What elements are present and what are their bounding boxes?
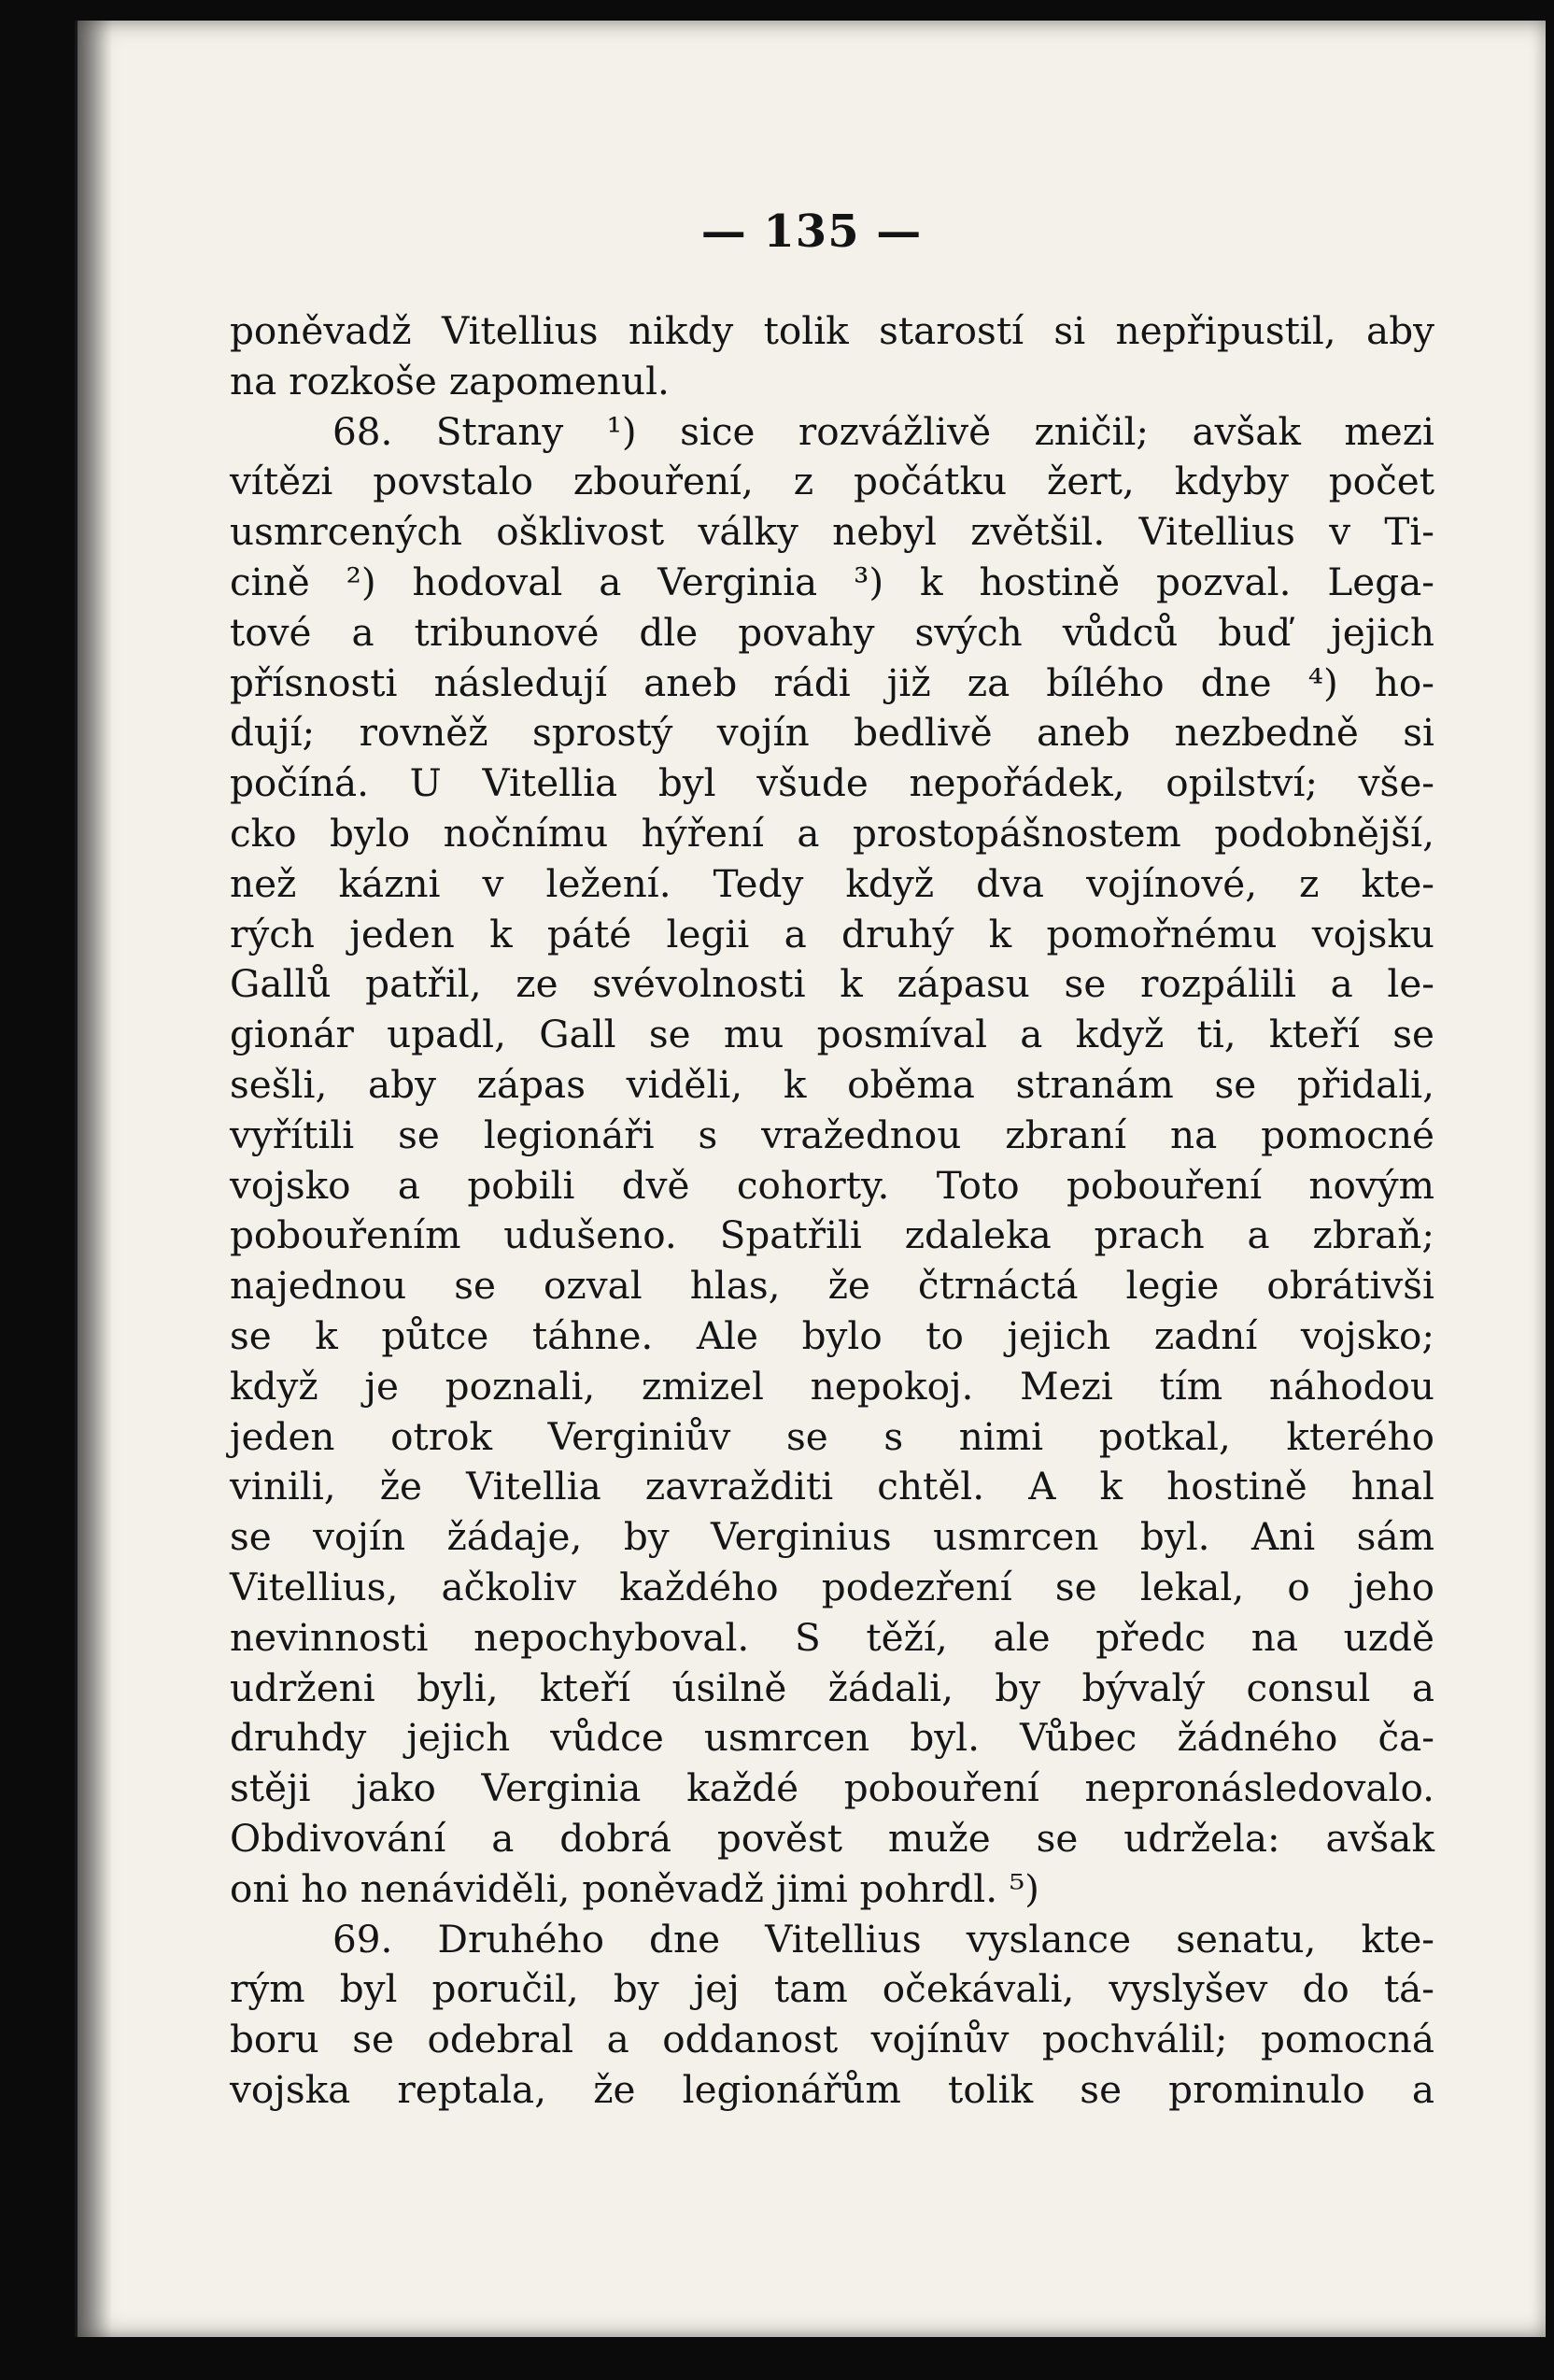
text-line: cině ²) hodoval a Verginia ³) k hostině pozval. Lega- <box>230 559 1434 604</box>
text-line: vinili, že Vitellia zavražditi chtěl. A k hostině hnal <box>230 1464 1434 1509</box>
text-line: vítězi povstalo zbouření, z počátku žert, kdyby počet <box>230 459 1434 504</box>
text-line: Gallů patřil, ze svévolnosti k zápasu se rozpálili a le- <box>230 961 1434 1007</box>
text-line: 69. Druhého dne Vitellius vyslance senatu, kte- <box>332 1916 1434 1962</box>
text-line: počíná. U Vitellia byl všude nepořádek, opilství; vše- <box>230 760 1434 806</box>
text-line: Obdivování a dobrá pověst muže se udržela: avšak <box>230 1815 1434 1861</box>
text-line: usmrcených ošklivost války nebyl zvětšil. Vitellius v Ti- <box>230 509 1434 555</box>
text-line: poněvadž Vitellius nikdy tolik starostí si nepřipustil, aby <box>230 308 1434 353</box>
text-line: pobouřením udušeno. Spatřili zdaleka prach a zbraň; <box>230 1212 1434 1258</box>
text-line: boru se odebral a oddanost vojínův pochválil; pomocná <box>230 2017 1434 2062</box>
text-line: Vitellius, ačkoliv každého podezření se lekal, o jeho <box>230 1564 1434 1609</box>
text-line: když je poznali, zmizel nepokoj. Mezi tím náhodou <box>230 1363 1434 1409</box>
text-line: gionár upadl, Gall se mu posmíval a když ti, kteří se <box>230 1012 1434 1057</box>
text-line: vojska reptala, že legionářům tolik se prominulo a <box>230 2066 1434 2112</box>
page-number: — 135 — <box>700 205 923 258</box>
text-line: 68. Strany ¹) sice rozvážlivě zničil; avšak mezi <box>332 408 1434 454</box>
page-paper <box>75 21 1546 2337</box>
text-line: přísnosti následují aneb rádi již za bílého dne ⁴) ho- <box>230 659 1434 705</box>
text-line: sešli, aby zápas viděli, k oběma stranám se přidali, <box>230 1061 1434 1107</box>
text-line: nevinnosti nepochyboval. S těží, ale předc na uzdě <box>230 1614 1434 1660</box>
text-line: rým byl poručil, by jej tam očekávali, vyslyšev do tá- <box>230 1966 1434 2012</box>
text-line: rých jeden k páté legii a druhý k pomořnému vojsku <box>230 911 1434 956</box>
text-line: oni ho nenáviděli, poněvadž jimi pohrdl. ⁵) <box>230 1865 1039 1911</box>
text-line: na rozkoše zapomenul. <box>230 358 670 404</box>
text-line: udrženi byli, kteří úsilně žádali, by bývalý consul a <box>230 1665 1434 1710</box>
text-line: druhdy jejich vůdce usmrcen byl. Vůbec žádného ča- <box>230 1715 1434 1761</box>
text-line: než kázni v ležení. Tedy když dva vojínové, z kte- <box>230 860 1434 906</box>
text-line: dují; rovněž sprostý vojín bedlivě aneb nezbedně si <box>230 710 1434 756</box>
text-line: se vojín žádaje, by Verginius usmrcen byl. Ani sám <box>230 1514 1434 1560</box>
text-line: jeden otrok Verginiův se s nimi potkal, kterého <box>230 1413 1434 1459</box>
text-line: stěji jako Verginia každé pobouření nepronásledovalo. <box>230 1765 1434 1811</box>
text-line: tové a tribunové dle povahy svých vůdců buď jejich <box>230 609 1434 655</box>
text-line: se k půtce táhne. Ale bylo to jejich zadní vojsko; <box>230 1312 1434 1358</box>
text-line: vojsko a pobili dvě cohorty. Toto pobouření novým <box>230 1162 1434 1208</box>
text-line: vyřítili se legionáři s vražednou zbraní na pomocné <box>230 1112 1434 1157</box>
text-line: najednou se ozval hlas, že čtrnáctá legie obrátivši <box>230 1263 1434 1309</box>
text-line: cko bylo nočnímu hýření a prostopášnostem podobnější, <box>230 810 1434 856</box>
body-text <box>230 306 1434 2116</box>
